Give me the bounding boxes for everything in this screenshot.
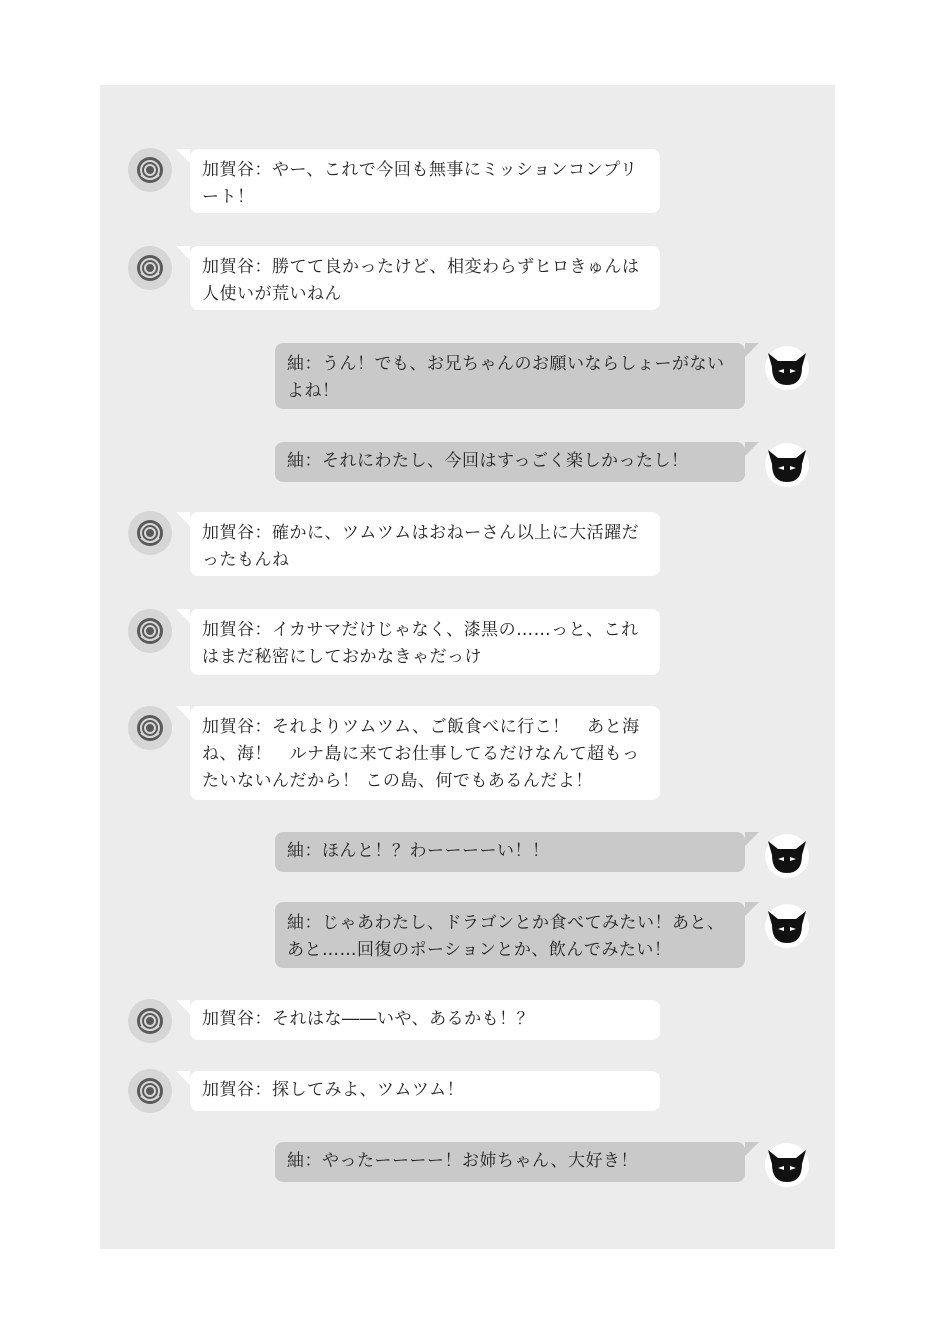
bubble-tail: [745, 832, 759, 846]
speaker-name: 加賀谷: [202, 1009, 255, 1029]
chat-bubble-right: [275, 1142, 745, 1182]
chat-bubble-left: [190, 149, 660, 213]
rose-icon: [127, 705, 173, 751]
rose-icon: [127, 510, 173, 556]
name-separator: ：: [254, 257, 272, 277]
speaker-name: 加賀谷: [202, 717, 255, 737]
message-text: ート！: [202, 187, 255, 207]
rose-icon: [127, 998, 173, 1044]
chat-bubble-right: [275, 832, 745, 872]
message-text: はまだ秘密にしておかなきゃだっけ: [202, 647, 482, 667]
message-text: やったーーーー！お姉ちゃん、大好き！: [322, 1151, 639, 1171]
bubble-tail: [176, 246, 190, 260]
chat-bubble-left: [190, 1000, 660, 1040]
speaker-name: 加賀谷: [202, 1080, 255, 1100]
message-text: よね！: [287, 381, 340, 401]
name-separator: ：: [304, 1151, 322, 1171]
name-separator: ：: [304, 354, 322, 374]
chat-panel: [100, 85, 835, 1249]
bubble-tail: [176, 706, 190, 720]
message-text: 人使いが荒いねん: [202, 284, 342, 304]
chat-bubble-left: [190, 706, 660, 800]
bubble-tail: [176, 609, 190, 623]
name-separator: ：: [254, 620, 272, 640]
message-text: ったもんね: [202, 550, 290, 570]
message-text: やー、これで今回も無事にミッションコンプリ: [272, 160, 638, 180]
message-text: それよりツムツム、ご飯食べに行こ！ あと海: [272, 717, 640, 737]
bubble-tail: [745, 902, 759, 916]
name-separator: ：: [254, 1080, 272, 1100]
speaker-name: 紬: [287, 354, 305, 374]
speaker-name: 加賀谷: [202, 160, 255, 180]
bubble-tail: [176, 149, 190, 163]
message-text: うん！でも、お兄ちゃんのお願いならしょーがない: [322, 354, 725, 374]
bubble-tail: [176, 512, 190, 526]
chat-bubble-left: [190, 1071, 660, 1111]
message-text: イカサマだけじゃなく、漆黒の……っと、これ: [272, 620, 639, 640]
name-separator: ：: [304, 451, 322, 471]
message-text: ね、海！ ルナ島に来てお仕事してるだけなんて超もっ: [202, 744, 640, 764]
bubble-tail: [745, 1142, 759, 1156]
chat-bubble-left: [190, 246, 660, 310]
speaker-name: 紬: [287, 1151, 305, 1171]
bubble-tail: [176, 1071, 190, 1085]
horned-silhouette-icon: [764, 442, 810, 488]
rose-icon: [127, 245, 173, 291]
message-text: ほんと！？わーーーーい！！: [322, 841, 550, 861]
speaker-name: 加賀谷: [202, 523, 255, 543]
horned-silhouette-icon: [764, 903, 810, 949]
message-text: それにわたし、今回はすっごく楽しかったし！: [322, 451, 689, 471]
horned-silhouette-icon: [764, 1142, 810, 1188]
message-text: 探してみよ、ツムツム！: [272, 1080, 465, 1100]
message-text: たいないんだから！ この島、何でもあるんだよ！: [202, 771, 593, 791]
name-separator: ：: [254, 717, 272, 737]
chat-bubble-left: [190, 512, 660, 576]
name-separator: ：: [254, 160, 272, 180]
chat-bubble-left: [190, 609, 660, 675]
name-separator: ：: [254, 1009, 272, 1029]
speaker-name: 紬: [287, 841, 305, 861]
speaker-name: 加賀谷: [202, 620, 255, 640]
bubble-tail: [745, 343, 759, 357]
message-text: じゃあわたし、ドラゴンとか食べてみたい！あと、: [322, 913, 725, 933]
message-text: あと……回復のポーションとか、飲んでみたい！: [287, 940, 672, 960]
speaker-name: 紬: [287, 913, 305, 933]
chat-bubble-right: [275, 343, 745, 409]
message-text: それはな――いや、あるかも！？: [272, 1009, 535, 1029]
rose-icon: [127, 147, 173, 193]
speaker-name: 加賀谷: [202, 257, 255, 277]
rose-icon: [127, 1068, 173, 1114]
chat-bubble-right: [275, 442, 745, 482]
bubble-tail: [176, 1000, 190, 1014]
name-separator: ：: [304, 913, 322, 933]
chat-bubble-right: [275, 902, 745, 968]
horned-silhouette-icon: [764, 345, 810, 391]
rose-icon: [127, 608, 173, 654]
message-text: 勝てて良かったけど、相変わらずヒロきゅんは: [272, 257, 640, 277]
speaker-name: 紬: [287, 451, 305, 471]
message-text: 確かに、ツムツムはおねーさん以上に大活躍だ: [272, 523, 640, 543]
horned-silhouette-icon: [764, 833, 810, 879]
name-separator: ：: [254, 523, 272, 543]
name-separator: ：: [304, 841, 322, 861]
bubble-tail: [745, 442, 759, 456]
